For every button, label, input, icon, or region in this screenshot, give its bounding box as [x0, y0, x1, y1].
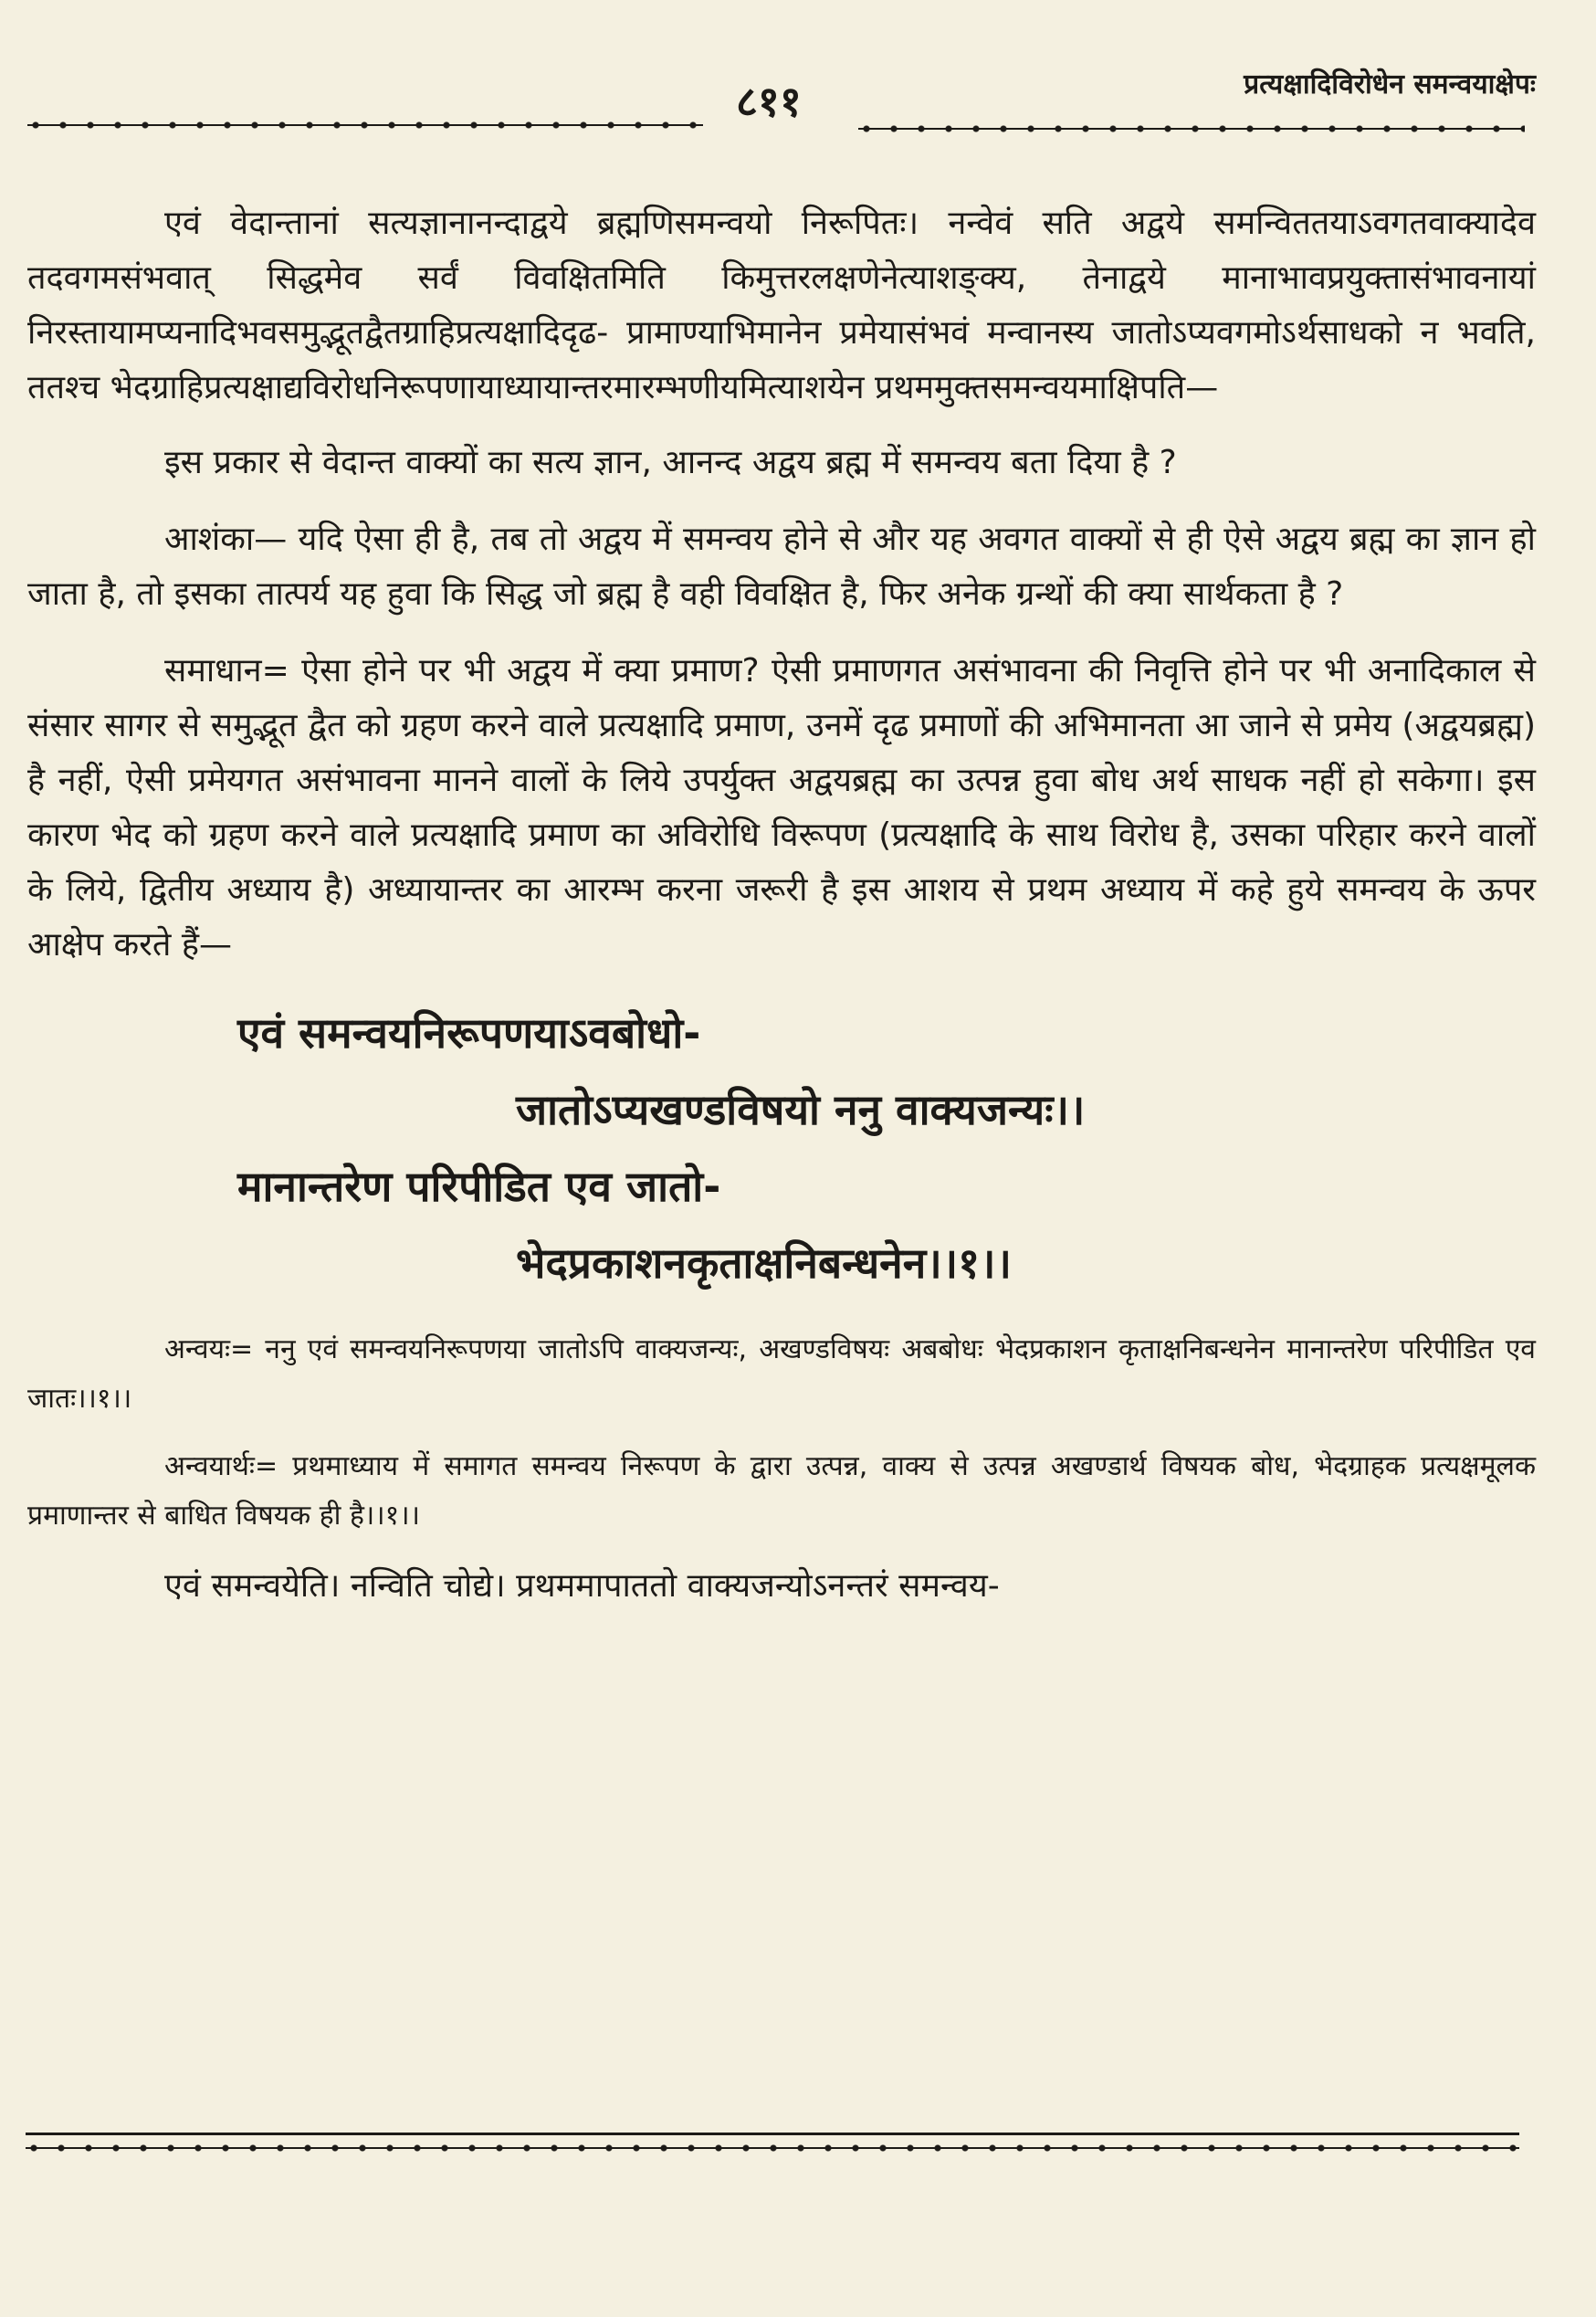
verse-line-2: जातोऽप्यखण्डविषयो ननु वाक्यजन्यः।।	[516, 1085, 1086, 1134]
running-title: प्रत्यक्षादिविरोधेन समन्वयाक्षेपः	[1244, 68, 1536, 100]
hindi-summary-paragraph: इस प्रकार से वेदान्त वाक्यों का सत्य ज्ञान, आनन्द अद्वय ब्रह्म में समन्वय बता दिया है ?	[164, 444, 1177, 481]
verse-line-1: एवं समन्वयनिरूपणयाऽवबोधो-	[237, 1008, 701, 1058]
footer-ornament	[26, 2142, 1519, 2154]
header-ornament-left	[27, 119, 703, 132]
footer-rule	[26, 2133, 1519, 2135]
commentary-start: एवं समन्वयेति। नन्विति चोद्ये। प्रथममापाततो वाक्यजन्योऽनन्तरं समन्वय-	[164, 1567, 1000, 1605]
page-number: ८११	[736, 77, 802, 126]
resolution-paragraph: समाधान= ऐसा होने पर भी अद्वय में क्या प्रमाण? ऐसी प्रमाणगत असंभावना की निवृत्ति होने पर भी अनादिकाल से संसार सागर से समुद्भूत द्वैत को ग्रहण करने वाले प्रत्यक्षादि प्रमाण, उनमें दृढ प्रमाणों की अभिमानता आ जाने से प्रमेय (अद्वयब्रह्म) है नहीं, ऐसी प्रमेयगत असंभावना मानने वालों के लिये उपर्युक्त अद्वयब्रह्म का उत्पन्न हुवा बोध अर्थ साधक नहीं हो सकेगा। इस कारण भेद को ग्रहण करने वाले प्रत्यक्षादि प्रमाण का अविरोधि विरूपण (प्रत्यक्षादि के साथ विरोध है, उसका परिहार करने वालों के लिये, द्वितीय अध्याय है) अध्यायान्तर का आरम्भ करना जरूरी है इस आशय से प्रथम अध्याय में कहे हुये समन्वय के ऊपर आक्षेप करते हैं—	[27, 652, 1536, 964]
anvayartha-paragraph: अन्वयार्थः= प्रथमाध्याय में समागत समन्वय निरूपण के द्वारा उत्पन्न, वाक्य से उत्पन्न अखण्डार्थ विषयक बोध, भेदग्राहक प्रत्यक्षमूलक प्रमाणान्तर से बाधित विषयक ही है।।१।।	[27, 1450, 1536, 1532]
objection-paragraph: आशंका— यदि ऐसा ही है, तब तो अद्वय में समन्वय होने से और यह अवगत वाक्यों से ही ऐसे अद्वय ब्रह्म का ज्ञान हो जाता है, तो इसका तात्पर्य यह हुवा कि सिद्ध जो ब्रह्म है वही विवक्षित है, फिर अनेक ग्रन्थों की क्या सार्थकता है ?	[27, 521, 1536, 613]
sanskrit-intro-paragraph: एवं वेदान्तानां सत्यज्ञानानन्दाद्वये ब्रह्मणिसमन्वयो निरूपितः। नन्वेवं सति अद्वये समन्विततयाऽवगतवाक्यादेव तदवगमसंभवात् सिद्धमेव सर्वं विवक्षितमिति किमुत्तरलक्षणेनेत्याशङ्क्य, तेनाद्वये मानाभावप्रयुक्तासंभावनायां निरस्तायामप्यनादिभवसमुद्भूतद्वैतग्राहिप्रत्यक्षादिदृढ- प्रामाण्याभिमानेन प्रमेयासंभवं मन्वानस्य जातोऽप्यवगमोऽर्थसाधको न भवति, ततश्च भेदग्राहिप्रत्यक्षाद्यविरोधनिरूपणायाध्यायान्तरमारम्भणीयमित्याशयेन प्रथममुक्तसमन्वयमाक्षिपति—	[27, 205, 1536, 406]
page-body	[27, 196, 1536, 1636]
page-header	[27, 64, 1543, 137]
verse-line-4: भेदप्रकाशनकृताक्षनिबन्धनेन।।१।।	[516, 1238, 1012, 1288]
header-ornament-right	[858, 122, 1525, 135]
verse-block	[27, 995, 1536, 1301]
anvaya-paragraph: अन्वयः= ननु एवं समन्वयनिरूपणया जातोऽपि वाक्यजन्यः, अखण्डविषयः अबबोधः भेदप्रकाशन कृताक्षनिबन्धनेन मानान्तरेण परिपीडित एव जातः।।१।।	[27, 1333, 1536, 1415]
verse-line-3: मानान्तरेण परिपीडित एव जातो-	[237, 1162, 721, 1211]
